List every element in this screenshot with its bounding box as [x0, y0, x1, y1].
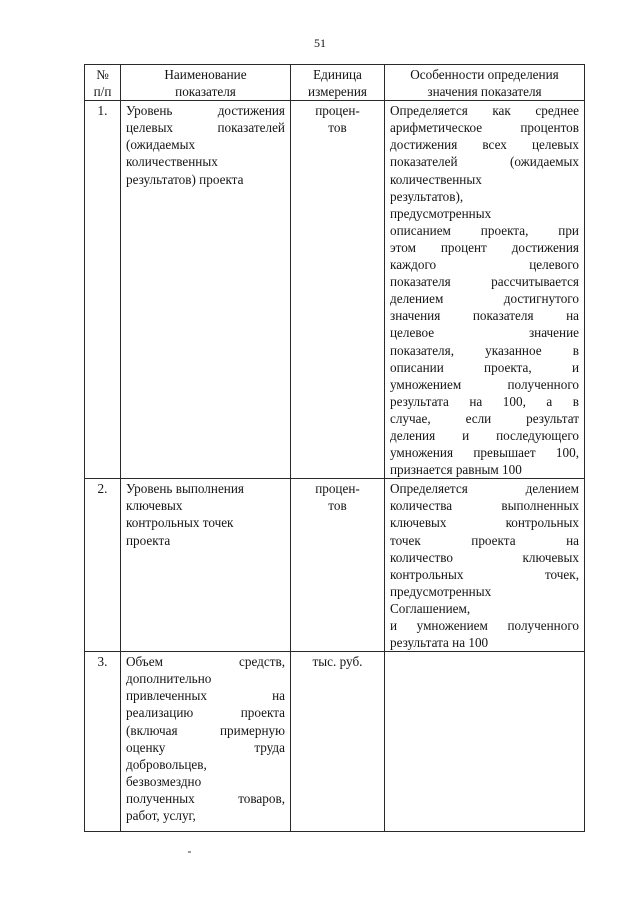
row-number: 1.	[85, 101, 121, 479]
header-unit: Единица измерения	[291, 65, 385, 101]
table-row	[85, 652, 585, 832]
indicator-name: Уровень выполнения ключевых контрольных точек проекта	[121, 479, 291, 652]
scan-speck	[188, 851, 191, 853]
header-method: Особенности определения значения показателя	[385, 65, 585, 101]
table-row	[85, 101, 585, 479]
unit-cell: процен- тов	[291, 479, 385, 652]
page-number: 51	[314, 36, 326, 50]
indicator-name: Уровень достижения целевых показателей (ожидаемых количественных результатов) проекта	[121, 101, 291, 479]
unit-cell: процен- тов	[291, 101, 385, 479]
table-row	[85, 479, 585, 652]
method-cell: Определяется как среднее арифметическое процентов достижения всех целевых показателей (ожидаемых количественных результатов), предусмотренных описанием проекта, при этом процент достижения каждого целевого показателя рассчитывается делением достигнутого значения показателя на целевое значение показателя, указанное в описании проекта, и умножением полученного результата на 100, а в случае, если результат деления и последующего умножения превышает 100, признается равным 100	[385, 101, 585, 479]
row-number: 3.	[85, 652, 121, 832]
indicator-name: Объем средств, дополнительно привлеченных на реализацию проекта (включая примерную оценку труда добровольцев, безвозмездно полученных товаров, работ, услуг,	[121, 652, 291, 832]
header-name: Наименование показателя	[121, 65, 291, 101]
method-cell: Определяется делением количества выполненных ключевых контрольных точек проекта на количество ключевых контрольных точек, предусмотренных Соглашением, и умножением полученного результата на 100	[385, 479, 585, 652]
method-cell-empty	[385, 652, 585, 832]
indicators-table	[84, 64, 585, 832]
row-number: 2.	[85, 479, 121, 652]
table-header-row	[85, 65, 585, 101]
unit-cell: тыс. руб.	[291, 652, 385, 832]
header-num: № п/п	[85, 65, 121, 101]
